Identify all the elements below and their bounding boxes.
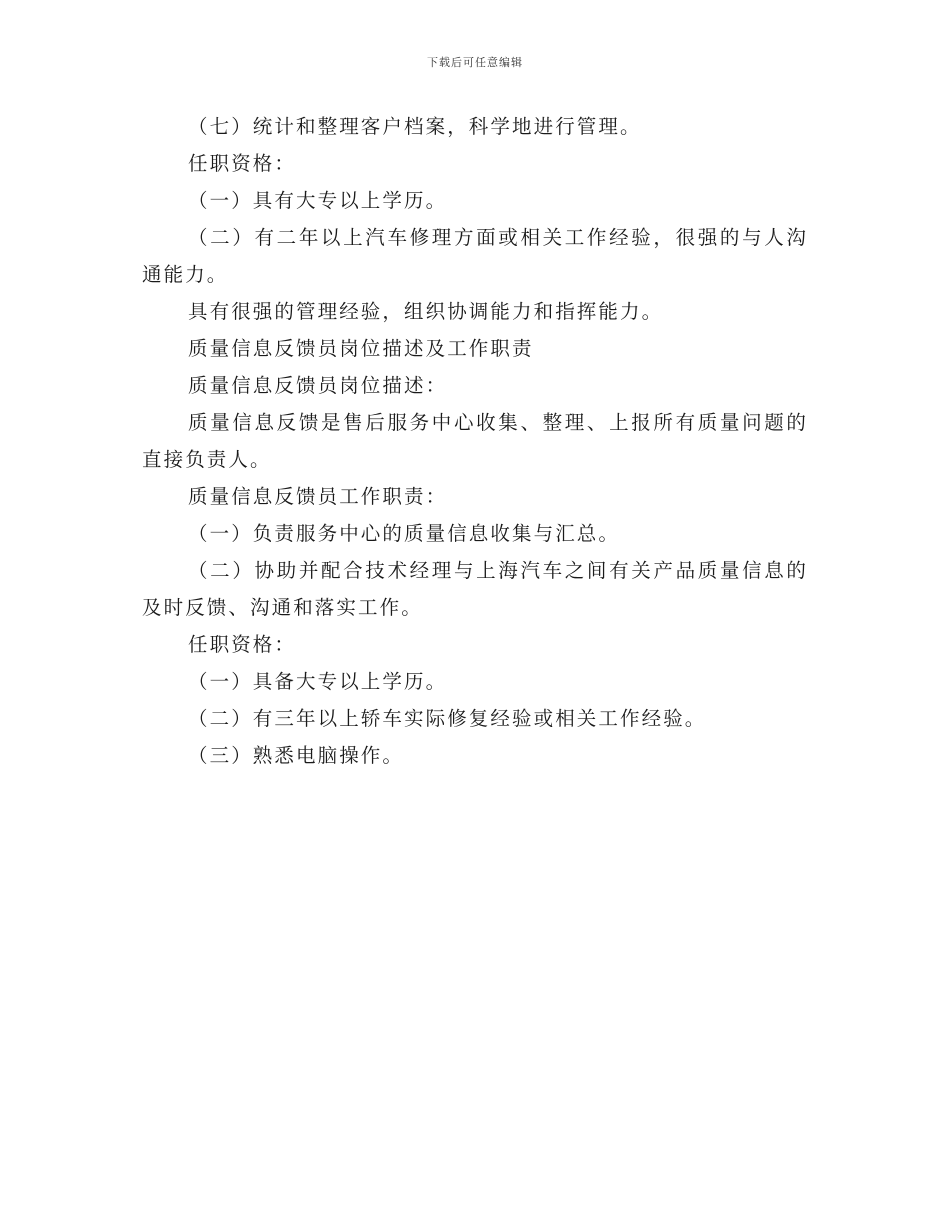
- paragraph-duties-heading: 质量信息反馈员工作职责：: [188, 485, 448, 508]
- page-header: 下载后可任意编辑: [427, 56, 523, 69]
- paragraph-qualifications-heading-2: 任职资格：: [188, 633, 297, 656]
- document-body: [142, 108, 808, 774]
- paragraph-duty-1: （一）负责服务中心的质量信息收集与汇总。: [188, 522, 621, 545]
- paragraph-qualification-1: （一）具有大专以上学历。: [188, 189, 448, 212]
- paragraph-management-experience: 具有很强的管理经验，组织协调能力和指挥能力。: [188, 300, 664, 323]
- paragraph-description: 质量信息反馈是售后服务中心收集、整理、上报所有质量问题的直接负责人。: [142, 411, 808, 471]
- paragraph-qualification-2: （二）有二年以上汽车修理方面或相关工作经验，很强的与人沟通能力。: [142, 226, 808, 286]
- paragraph-qualifications-heading: 任职资格：: [188, 152, 297, 175]
- paragraph-qualification-c: （三）熟悉电脑操作。: [188, 744, 405, 767]
- paragraph-description-heading: 质量信息反馈员岗位描述：: [188, 374, 448, 397]
- paragraph-qualification-b: （二）有三年以上轿车实际修复经验或相关工作经验。: [188, 707, 707, 730]
- paragraph-duty-2: （二）协助并配合技术经理与上海汽车之间有关产品质量信息的及时反馈、沟通和落实工作。: [142, 559, 808, 619]
- paragraph-qualification-a: （一）具备大专以上学历。: [188, 670, 448, 693]
- section-title: 质量信息反馈员岗位描述及工作职责: [188, 337, 534, 360]
- paragraph-item-7-duty: （七）统计和整理客户档案，科学地进行管理。: [188, 115, 642, 138]
